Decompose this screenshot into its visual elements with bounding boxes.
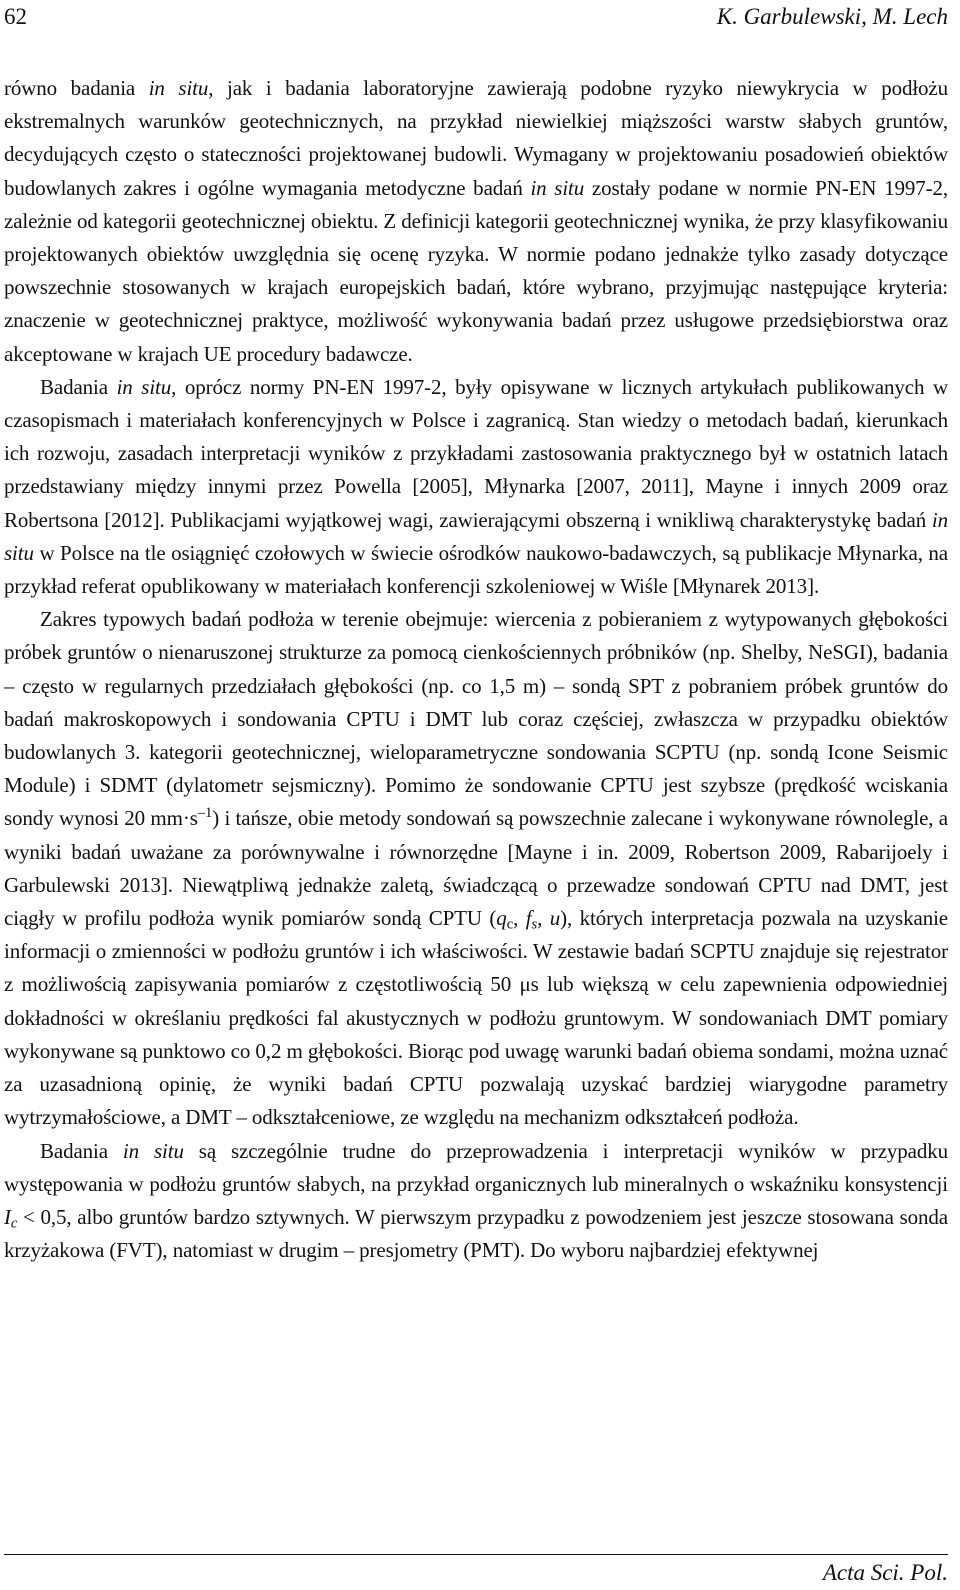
text-run: ,: [513, 906, 526, 931]
text-run: równo badania: [4, 76, 149, 100]
paragraph-4: [4, 1135, 948, 1268]
text-run: , oprócz normy PN-EN 1997-2, były opisywane w licznych artykułach publikowanych w czasopismach i materiałach konferencyjnych w Polsce i zagranicą. Stan wiedzy o metodach badań, kierunkach ich rozwoju, zasadach interpretacji wyników z przykładami zastosowania praktycznego był w ostatnich latach przedstawiany między innymi przez Powella [2005], Młynarka [2007, 2011], Mayne i innych 2009 oraz Robertsona [2012]. Publikacjami wyjątkowej wagi, zawierającymi obszerną i wnikliwą charakterystykę badań: [4, 374, 948, 532]
italic-term: in situ: [116, 374, 172, 399]
italic-term: in situ: [530, 175, 585, 200]
body-text: [4, 72, 948, 1267]
text-run: , jak i badania laboratoryjne zawierają podobne ryzyko niewykrycia w podłożu ekstremalnych warunków geotechnicznych, na przykład niewielkiej miąższości warstw słabych gruntów, decydujących często o stateczności projektowanej budowli. Wymagany w projektowaniu posadowień obiektów budowlanych zakres i ogólne wymagania metodyczne badań: [4, 76, 949, 200]
running-footer-journal: Acta Sci. Pol.: [822, 1560, 948, 1585]
paragraph-3: [4, 603, 948, 1134]
running-header: [4, 4, 948, 30]
text-run: są szczególnie trudne do przeprowadzenia i interpretacji wyników w przypadku występowania w podłożu gruntów słabych, na przykład organicznych lub mineralnych o wskaźniku konsystencji: [4, 1138, 948, 1196]
symbol-u: u: [549, 906, 561, 931]
symbol-I: I: [4, 1204, 11, 1229]
text-run: Badania: [40, 374, 117, 399]
text-run: Badania: [40, 1138, 123, 1163]
text-run: zostały podane w normie PN-EN 1997-2, zależnie od kategorii geotechnicznej obiektu. Z definicji kategorii geotechnicznej wynika, że przy klasyfikowaniu projektowanych obiektów uwzględnia się ocenę ryzyka. W normie podano jednakże tylko zasady dotyczące powszechnie stosowanych w krajach europejskich badań, które wybrano, przyjmując następujące kryteria: znaczenie w geotechnicznej praktyce, możliwość wykonywania badań przez usługowe przedsiębiorstwa oraz akceptowane w krajach UE procedury badawcze.: [4, 175, 948, 366]
text-run: ), których interpretacja pozwala na uzyskanie informacji o zmienności w podłożu gruntów i ich właściwości. W zestawie badań SCPTU znajduje się rejestrator z możliwością zapisywania pomiarów z częstotliwością 50 μs lub większą w celu zapewnienia odpowiedniej dokładności w określaniu prędkości fal akustycznych w podłożu gruntowym. W sondowaniach DMT pomiary wykonywane są punktowo co 0,2 m głębokości. Biorąc pod uwagę warunki badań obiema sondami, można uznać za uzasadnioną opinię, że wyniki badań CPTU pozwalają uzyskać bardziej wiarygodne parametry wytrzymałościowe, a DMT – odkształceniowe, ze względu na mechanizm odkształceń podłoża.: [4, 906, 948, 1130]
superscript: –1: [197, 805, 213, 822]
italic-term: in situ: [148, 76, 209, 100]
paragraph-2: [4, 371, 948, 603]
subscript: c: [10, 1215, 18, 1232]
italic-term: in situ: [4, 507, 948, 565]
text-run: w Polsce na tle osiągnięć czołowych w świecie ośrodków naukowo-badawczych, są publikacje Młynarka, na przykład referat opublikowany w materiałach konferencji szkoleniowej w Wiśle [Młynarek 2013].: [4, 540, 948, 599]
text-run: Zakres typowych badań podłoża w terenie obejmuje: wiercenia z pobieraniem z wytypowanych głębokości próbek gruntów o nienaruszonej strukturze za pomocą cienkościennych próbników (np. Shelby, NeSGI), badania – często w regularnych przedziałach głębokości (np. co 1,5 m) – sondą SPT z pobraniem próbek gruntów do badań makroskopowych i sondowania CPTU i DMT lub coraz częściej, zwłaszcza w przypadku obiektów budowlanych 3. kategorii geotechnicznej, wieloparametryczne sondowania SCPTU (np. sondą Icone Seismic Module) i SDMT (dylatometr sejsmiczny). Pomimo że sondowanie CPTU jest szybsze (prędkość wciskania sondy wynosi 20 mm·s: [4, 607, 948, 831]
paragraph-1: [4, 72, 948, 371]
subscript: c: [506, 916, 514, 933]
subscript: s: [531, 916, 538, 933]
running-head-authors: K. Garbulewski, M. Lech: [716, 4, 948, 29]
symbol-f: f: [525, 906, 532, 931]
page-number: 62: [4, 4, 27, 29]
symbol-q: q: [496, 906, 507, 931]
text-run: ,: [537, 906, 550, 931]
text-run: ) i tańsze, obie metody sondowań są powszechnie zalecane i wykonywane równolegle, a wyniki badań uważane za porównywalne i równorzędne [Mayne i in. 2009, Robertson 2009, Rabarijoely i Garbulewski 2013]. Niewątpliwą jednakże zaletą, świadczącą o przewadze sondowań CPTU nad DMT, jest ciągły w profilu podłoża wynik pomiarów sondą CPTU (: [4, 806, 948, 931]
text-run: < 0,5, albo gruntów bardzo sztywnych. W pierwszym przypadku z powodzeniem jest jeszcze stosowana sonda krzyżakowa (FVT), natomiast w drugim – presjometry (PMT). Do wyboru najbardziej efektywnej: [4, 1204, 948, 1263]
italic-term: in situ: [122, 1138, 184, 1163]
footer-rule: [4, 1554, 948, 1555]
